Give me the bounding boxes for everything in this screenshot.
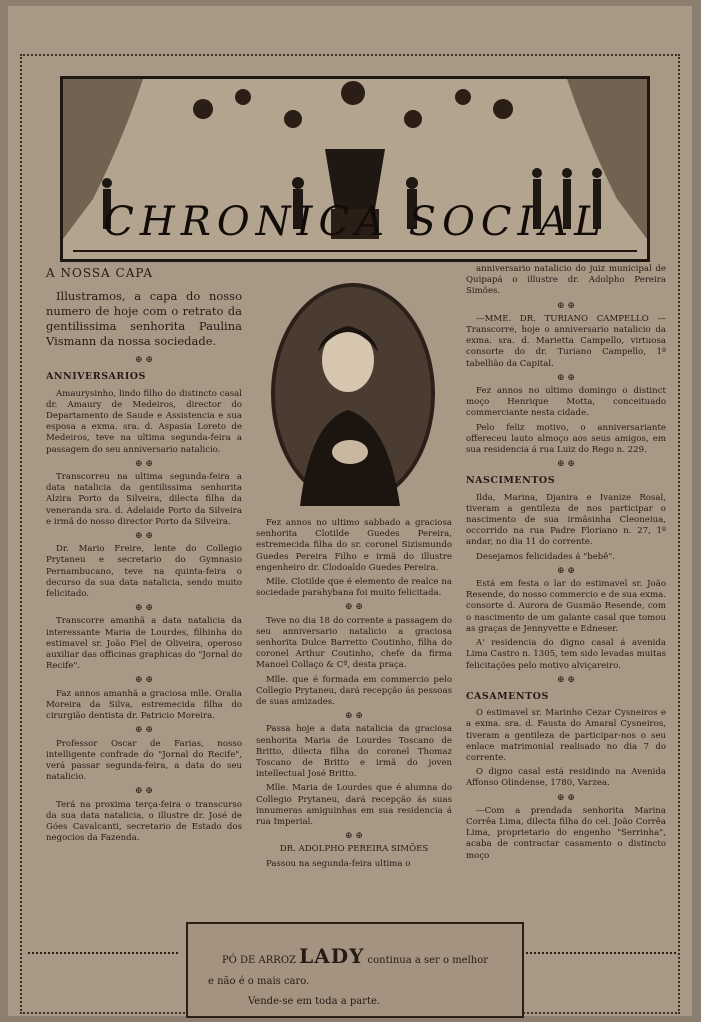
paragraph: Fez annos no ultimo sabbado a graciosa senhorita Clotilde Guedes Pereira, estremecida filha do sr. coronel Sizismundo Guedes Pereira Filho e irmã do illustre engenheiro dr. Clodoaldo Guedes Pereira. bbox=[256, 518, 452, 573]
paragraph: Desejamos felicidades á "bebê". bbox=[476, 551, 616, 562]
column-middle bbox=[256, 518, 452, 873]
separator: ⊕ ⊕ bbox=[135, 531, 153, 542]
paragraph: Ilda, Marina, Djanira e Ivanize Rosal, tiveram a gentileza de nos participar o nascimento de sua irmãsinha Cleoneiua, occorrido na rua Padre Floriano n. 27, 1º andar, no dia 11 do corrente. bbox=[466, 492, 666, 548]
capa-text: Illustramos, a capa do nosso numero de hoje com o retrato da gentilissima senhorita Paulina Vismann da nossa sociedade. bbox=[46, 289, 242, 349]
separator: ⊕ ⊕ bbox=[135, 675, 153, 686]
separator: ⊕ ⊕ bbox=[557, 372, 575, 383]
paragraph: Mlle. Maria de Lourdes que é alumna do Collegio Prytaneu, dará recepção ás suas innumeras amiguinhas em sua residencia á rua Imperial. bbox=[256, 783, 452, 828]
paragraph: A' residencia do digno casal á avenida Lima Castro n. 1305, tem sido levadas muitas felicitações pelo motivo alviçareiro. bbox=[466, 638, 666, 671]
separator: ⊕ ⊕ bbox=[135, 458, 153, 469]
nascimentos-heading: NASCIMENTOS bbox=[466, 475, 556, 487]
paragraph: Pelo feliz motivo, o anniversariante offereceu lauto almoço aos seus amigos, em sua residencia á rua Luiz do Rego n. 229. bbox=[466, 422, 666, 456]
separator: ⊕ ⊕ bbox=[557, 565, 575, 576]
ad-line-2: e não é o mais caro. bbox=[208, 976, 310, 987]
dotted-rule-left bbox=[28, 952, 178, 954]
paragraph: Terá na proxima terça-feira o transcurso da sua data natalicia, o illustre dr. José de Góes Cavalcanti, secretario de Estado dos negocios da Fazenda. bbox=[46, 799, 242, 844]
paragraph: Professor Oscar de Farias, nosso intelligente confrade do "Jornal do Recife", verá passar segunda-feira, a data do seu natalicio. bbox=[46, 738, 242, 783]
separator: ⊕ ⊕ bbox=[557, 674, 575, 685]
paragraph: Dr. Mario Freire, lente do Collegio Prytaneu e secretario do Gymnasio Pernambucano, teve na quinta-feira o decurso da sua data natalicia, sendo muito felicitado. bbox=[46, 544, 242, 600]
separator: ⊕ ⊕ bbox=[135, 603, 153, 614]
separator: ⊕ ⊕ bbox=[345, 831, 363, 842]
chronica-social-banner bbox=[60, 76, 650, 262]
paragraph: Mlle. que é formada em commercio pelo Collegio Prytaneu, dará recepção ás pessoas de suas amizades. bbox=[256, 674, 452, 708]
paragraph: O estimavel sr. Marinho Cezar Cysneiros e a exma. sra. d. Fausta do Amaral Cysneiros, tiveram a gentileza de participar-nos o seu enlace matrimonial realisado no dia 7 do corrente. bbox=[466, 708, 666, 763]
paragraph: —MME. DR. TURIANO CAMPELLO — Transcorre, hoje o anniversario natalicio da exma. sra. d. Marietta Campello, virtuosa consorte do dr. Turiano Campello, 1º tabellião da Capital. bbox=[466, 313, 666, 369]
ad-line-3: Vende-se em toda a parte. bbox=[248, 996, 381, 1007]
separator: ⊕ ⊕ bbox=[557, 459, 575, 470]
column-right bbox=[466, 264, 666, 865]
lady-powder-advertisement bbox=[186, 922, 524, 1018]
ad-brand: LADY bbox=[299, 944, 365, 968]
dotted-rule-right bbox=[526, 952, 676, 954]
ad-headline bbox=[188, 944, 522, 968]
banner-title: CHRONICA SOCIAL bbox=[103, 199, 607, 245]
separator: ⊕ ⊕ bbox=[135, 786, 153, 797]
separator: ⊕ ⊕ bbox=[345, 602, 363, 613]
casamentos-heading: CASAMENTOS bbox=[466, 690, 549, 702]
paragraph: O digno casal está residindo na Avenida Affonso Olindense, 1780, Varzea. bbox=[466, 767, 666, 789]
paragraph: Fez annos no ultimo domingo o distinct moço Henrique Motta, conceituado commerciante nesta cidade. bbox=[466, 386, 666, 419]
anniversarios-heading: ANNIVERSARIOS bbox=[46, 371, 146, 383]
separator: ⊕ ⊕ bbox=[135, 725, 153, 736]
paragraph: anniversario natalicio do juiz municipal de Quipapá o illustre dr. Adolpho Pereira Simões. bbox=[466, 264, 666, 297]
ad-prefix: PÓ DE ARROZ bbox=[221, 955, 296, 966]
paragraph: Amaurysinho, lindo filho do distincto casal dr. Amaury de Medeiros, director do Departamento de Saude e Assistencia e sua esposa a exma. sra. d. Aspasia Loreto de Medeiros, teve na ultima segunda-feira a passagem do seu anniversario natalicio. bbox=[46, 388, 242, 455]
section-title: DR. ADOLPHO PEREIRA SIMÕES bbox=[279, 844, 429, 855]
capa-heading: A NOSSA CAPA bbox=[46, 266, 154, 280]
separator: ⊕ ⊕ bbox=[135, 355, 153, 366]
ad-suffix: continua a ser o melhor bbox=[367, 955, 489, 966]
portrait-photo bbox=[270, 282, 436, 506]
paragraph: Transcorreu na ultima segunda-feira a data natalicia da gentilissima senhorita Alzira Porto da Silveira, dilecta filha da veneranda sra. d. Adelaide Porto da Silveira e irmã do nosso director Porto da Silveira. bbox=[46, 472, 242, 527]
paragraph: Passa hoje a data natalicia da graciosa senhorita Maria de Lourdes Toscano de Britto, dilecta filha do coronel Thomaz Toscano de Britto e irmã do joven intellectual José Britto. bbox=[256, 724, 452, 780]
paragraph: Teve no dia 18 do corrente a passagem do seu anniversario natalicio a graciosa senhorita Dulce Barretto Coutinho, filha do coronel Arthur Coutinho, chefe da firma Manoel Collaço & Cª, desta praça. bbox=[256, 615, 452, 671]
paragraph: Está em festa o lar do estimavel sr. João Resende, do nosso commercio e de sua exma. consorte d. Aurora de Gusmão Resende, com o nascimento de um galante casal que tomou as graças de Jennyvette e Edneser. bbox=[466, 579, 666, 634]
paragraph: Faz annos amanhã a graciosa mlle. Oralia Moreira da Silva, estremecida filha do cirurgião dentista dr. Patricio Moreira. bbox=[46, 688, 242, 722]
separator: ⊕ ⊕ bbox=[557, 792, 575, 803]
paragraph: Mlle. Clotilde que é elemento de realce na sociedade parahybana foi muito felicitada. bbox=[256, 577, 452, 599]
column-left bbox=[46, 268, 242, 847]
separator: ⊕ ⊕ bbox=[345, 711, 363, 722]
paragraph: Transcorre amanhã a data natalicia da interessante Maria de Lourdes, filhinha do estimavel sr. João Fiel de Oliveira, operoso auxiliar das officinas graphicas do "Jornal do Recife". bbox=[46, 616, 242, 672]
paragraph: —Com a prendada senhorita Marina Corrêa Lima, dilecta filha do cel. João Corrêa Lima, proprietario do engenho "Serrinha", acaba de contractar casamento o distincto moço bbox=[466, 805, 666, 861]
paragraph: Passou na segunda-feira ultima o bbox=[266, 858, 411, 869]
separator: ⊕ ⊕ bbox=[557, 300, 575, 311]
